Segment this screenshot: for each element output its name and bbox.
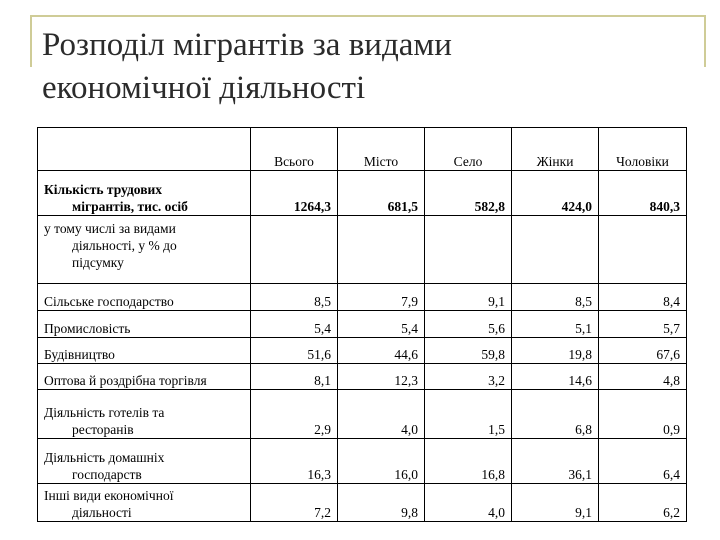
row-label-line-2: діяльності bbox=[72, 505, 132, 520]
column-header: Місто bbox=[338, 128, 425, 171]
table-cell: 5,4 bbox=[338, 311, 425, 338]
row-label-line-2: господарств bbox=[72, 467, 142, 482]
title-frame-left-line bbox=[30, 15, 32, 67]
table-cell: 3,2 bbox=[425, 364, 512, 390]
table-cell: 51,6 bbox=[251, 338, 338, 364]
table-cell: 4,0 bbox=[338, 390, 425, 439]
empty-cell bbox=[599, 216, 687, 284]
table-cell: 8,5 bbox=[512, 284, 599, 311]
table-cell: 5,7 bbox=[599, 311, 687, 338]
table-cell: 0,9 bbox=[599, 390, 687, 439]
table-cell: 5,6 bbox=[425, 311, 512, 338]
table-cell: 582,8 bbox=[425, 171, 512, 216]
row-label: Сільське господарство bbox=[38, 284, 251, 311]
empty-cell bbox=[251, 216, 338, 284]
table-cell: 16,0 bbox=[338, 439, 425, 484]
column-header: Жінки bbox=[512, 128, 599, 171]
table-cell: 12,3 bbox=[338, 364, 425, 390]
table-row bbox=[38, 364, 687, 390]
total-row bbox=[38, 171, 687, 216]
table-cell: 8,5 bbox=[251, 284, 338, 311]
row-label bbox=[38, 390, 251, 439]
table-cell: 5,1 bbox=[512, 311, 599, 338]
table-row bbox=[38, 439, 687, 484]
table-cell: 7,9 bbox=[338, 284, 425, 311]
row-label: Будівництво bbox=[38, 338, 251, 364]
slide-title bbox=[42, 24, 692, 110]
row-label-line-1: Інші види економічної bbox=[44, 488, 174, 503]
table-cell: 67,6 bbox=[599, 338, 687, 364]
table-cell: 4,8 bbox=[599, 364, 687, 390]
table-cell: 7,2 bbox=[251, 484, 338, 522]
title-frame-right-line bbox=[704, 15, 706, 67]
subheader-line-1: у тому числі за видами bbox=[44, 221, 176, 236]
table-cell: 16,3 bbox=[251, 439, 338, 484]
column-header: Всього bbox=[251, 128, 338, 171]
row-label: Оптова й роздрібна торгівля bbox=[38, 364, 251, 390]
subheader-label bbox=[38, 216, 251, 284]
table-cell: 16,8 bbox=[425, 439, 512, 484]
empty-cell bbox=[338, 216, 425, 284]
table-cell: 424,0 bbox=[512, 171, 599, 216]
row-label-line-1: Діяльність готелів та bbox=[44, 405, 165, 420]
total-label-line-2: мігрантів, тис. осіб bbox=[72, 199, 188, 214]
table-cell: 9,1 bbox=[512, 484, 599, 522]
table-cell: 5,4 bbox=[251, 311, 338, 338]
table-row bbox=[38, 338, 687, 364]
table-cell: 681,5 bbox=[338, 171, 425, 216]
total-label-line-1: Кількість трудових bbox=[44, 182, 163, 197]
table-cell: 19,8 bbox=[512, 338, 599, 364]
table-cell: 8,4 bbox=[599, 284, 687, 311]
header-empty-cell bbox=[38, 128, 251, 171]
table-cell: 2,9 bbox=[251, 390, 338, 439]
slide-title-line-2: економічної діяльності bbox=[42, 70, 366, 106]
table-row bbox=[38, 390, 687, 439]
slide-title-line-1: Розподіл мігрантів за видами bbox=[42, 27, 452, 63]
row-label-line-1: Діяльність домашніх bbox=[44, 450, 165, 465]
table-cell: 44,6 bbox=[338, 338, 425, 364]
table-cell: 1264,3 bbox=[251, 171, 338, 216]
migrants-table bbox=[37, 127, 687, 522]
subheader-line-2: діяльності, у % до bbox=[72, 238, 177, 253]
table-cell: 36,1 bbox=[512, 439, 599, 484]
table-cell: 9,1 bbox=[425, 284, 512, 311]
table-row bbox=[38, 311, 687, 338]
table-row bbox=[38, 484, 687, 522]
title-frame-top-line bbox=[30, 15, 706, 17]
row-label bbox=[38, 484, 251, 522]
table-cell: 9,8 bbox=[338, 484, 425, 522]
empty-cell bbox=[512, 216, 599, 284]
row-label: Промисловість bbox=[38, 311, 251, 338]
table-cell: 1,5 bbox=[425, 390, 512, 439]
total-label bbox=[38, 171, 251, 216]
row-label bbox=[38, 439, 251, 484]
row-label-line-2: ресторанів bbox=[72, 422, 134, 437]
subheader-row bbox=[38, 216, 687, 284]
table-cell: 14,6 bbox=[512, 364, 599, 390]
table-cell: 8,1 bbox=[251, 364, 338, 390]
column-header: Чоловіки bbox=[599, 128, 687, 171]
table-row bbox=[38, 284, 687, 311]
header-row bbox=[38, 128, 687, 171]
table-cell: 4,0 bbox=[425, 484, 512, 522]
table-cell: 840,3 bbox=[599, 171, 687, 216]
empty-cell bbox=[425, 216, 512, 284]
column-header: Село bbox=[425, 128, 512, 171]
table-cell: 6,8 bbox=[512, 390, 599, 439]
subheader-line-3: підсумку bbox=[72, 255, 124, 270]
table-cell: 59,8 bbox=[425, 338, 512, 364]
table-cell: 6,2 bbox=[599, 484, 687, 522]
table-cell: 6,4 bbox=[599, 439, 687, 484]
